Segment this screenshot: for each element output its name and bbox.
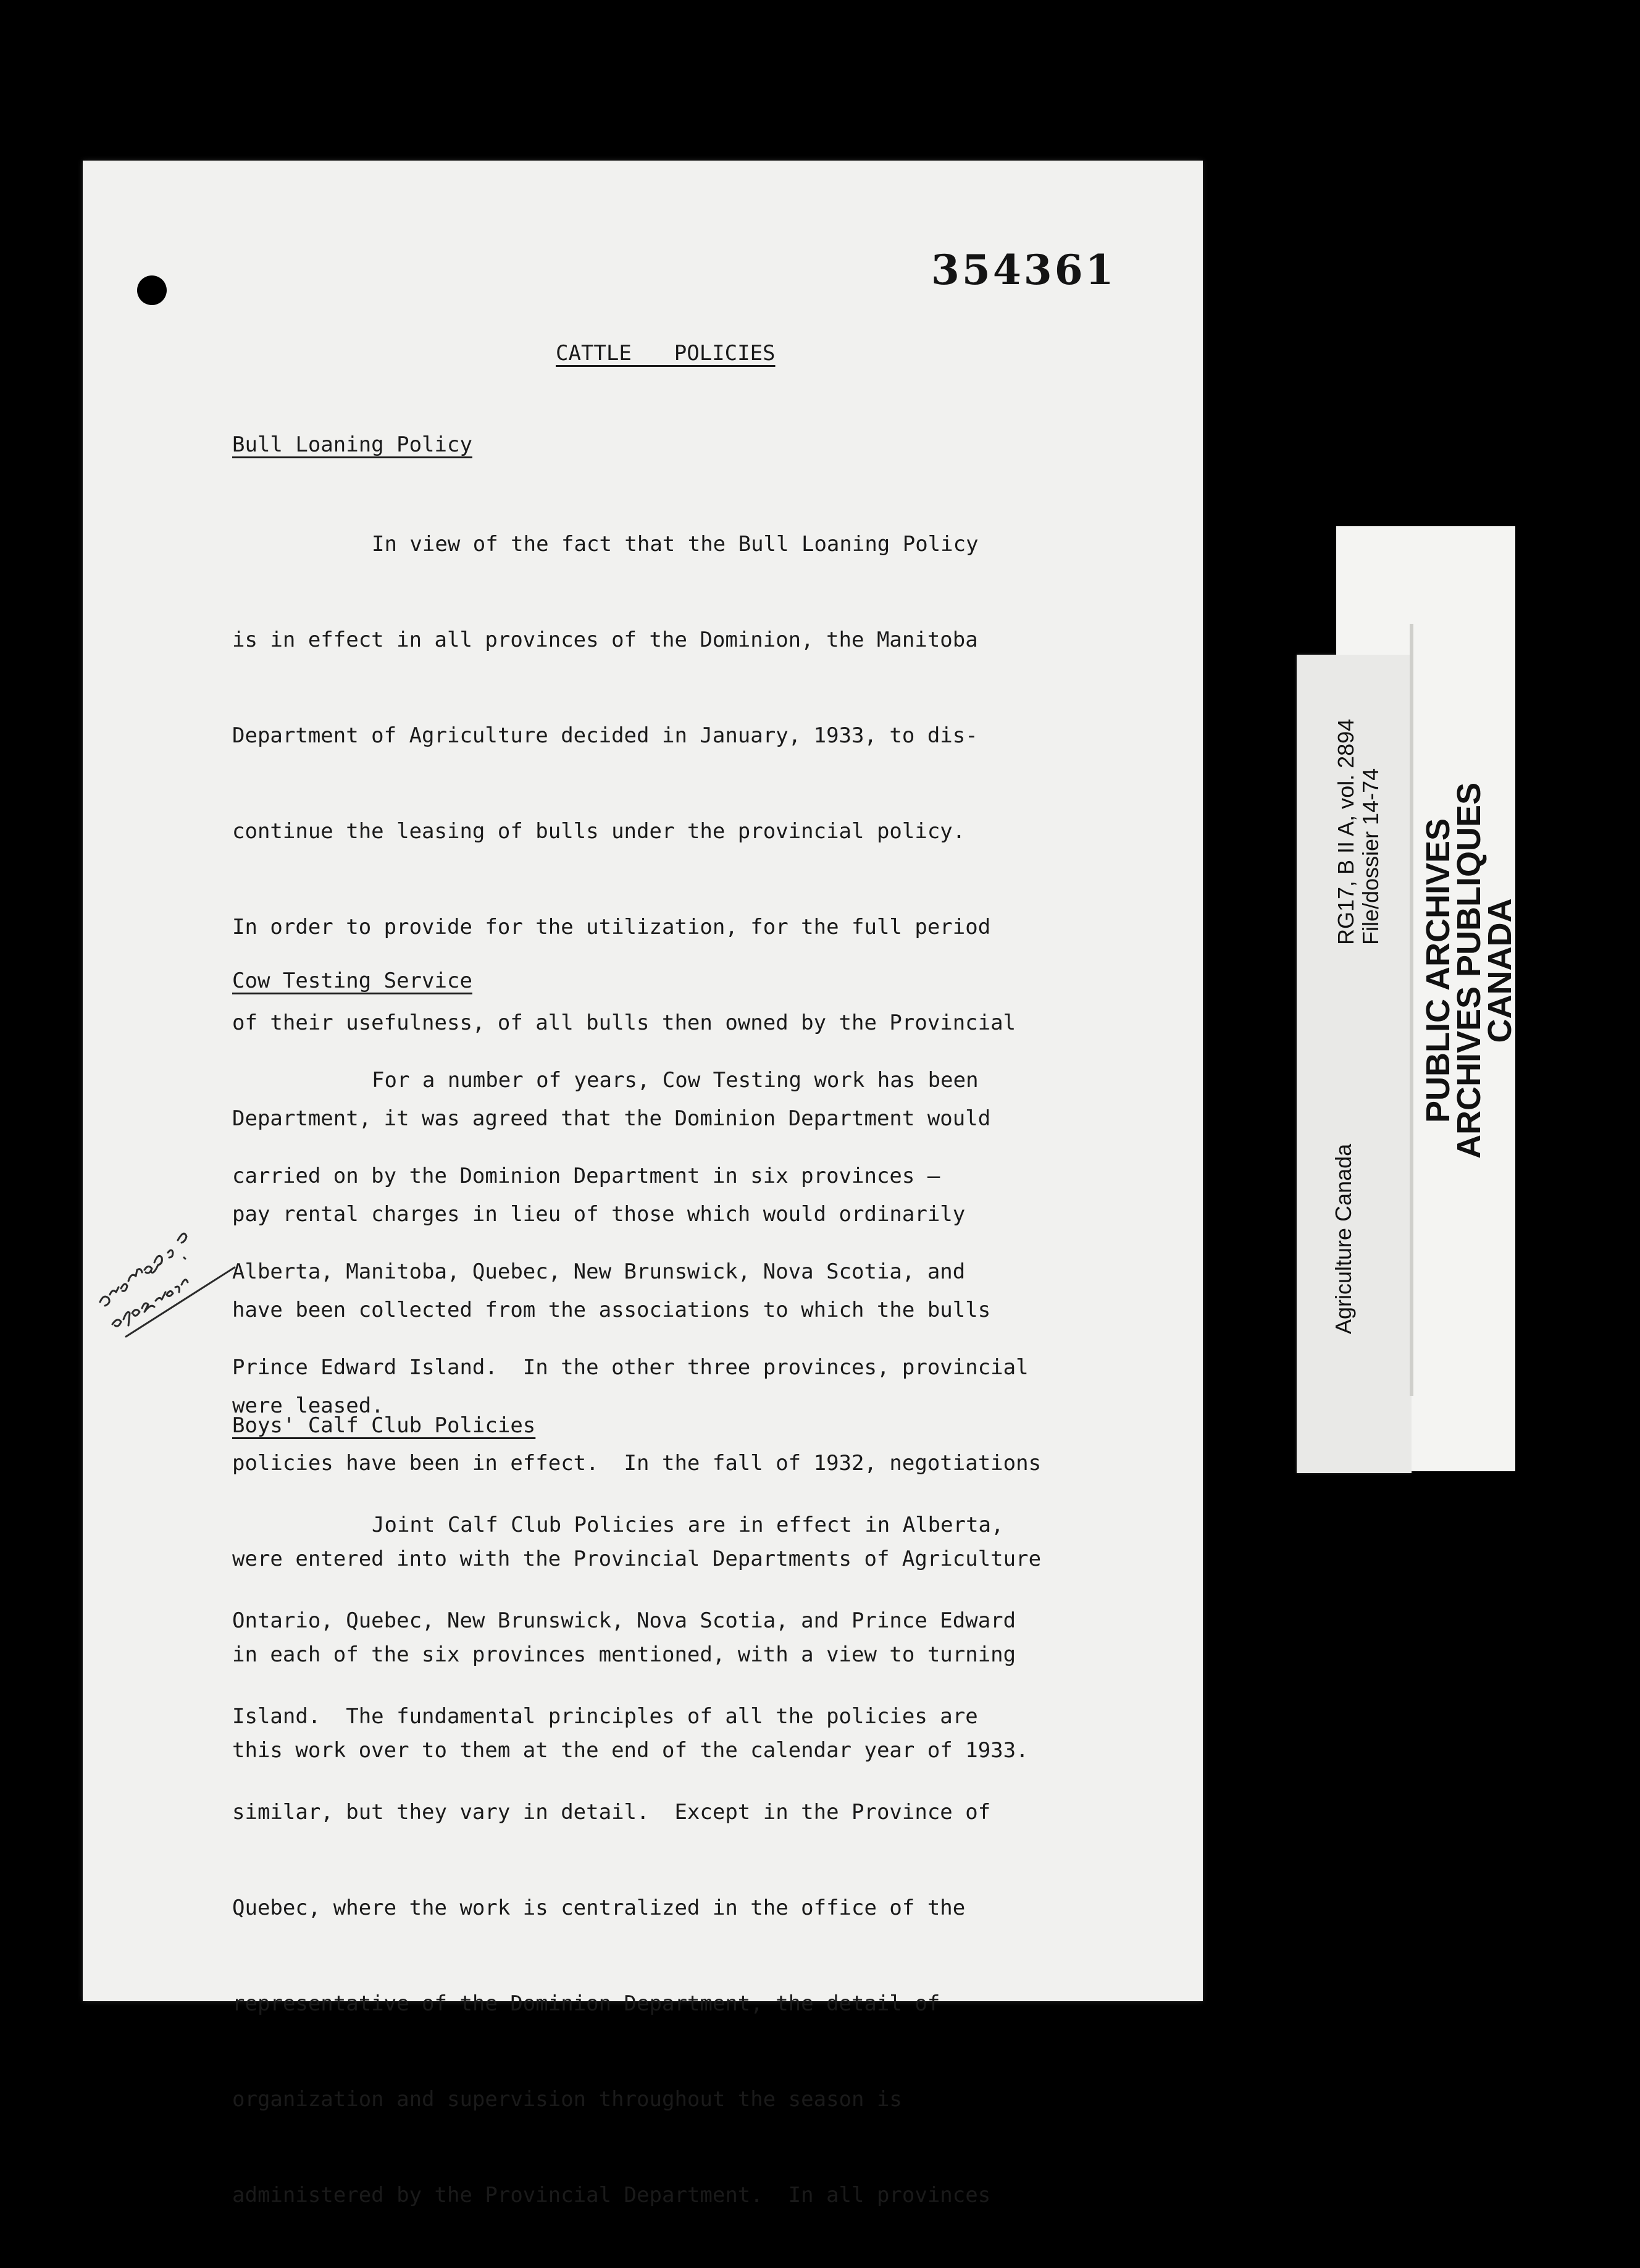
body-line: administered by the Provincial Department. In all provinces [232,2183,991,2207]
label-institution-line3: CANADA [1481,898,1518,1043]
body-line: have been collected from the associations to which the bulls [232,1298,991,1322]
body-line: Department of Agriculture decided in January, 1933, to dis- [232,723,978,748]
document-title: CATTLE POLICIES [556,341,776,366]
body-line: Island. The fundamental principles of all the policies are [232,1704,978,1729]
section-heading-cow-testing: Cow Testing Service [232,968,472,993]
body-line: In order to provide for the utilization, for the full period [232,915,991,939]
body-line: were entered into with the Provincial Departments of Agriculture [232,1547,1042,1571]
section-heading-bull-loaning: Bull Loaning Policy [232,432,472,457]
handwritten-margin-note [91,1198,233,1340]
body-line: were leased. [232,1393,384,1418]
body-line: organization and supervision throughout the season is [232,2087,902,2112]
label-institution-line1: PUBLIC ARCHIVES [1420,818,1457,1123]
section-body-calf-club [232,1453,1016,2268]
label-institution [1420,782,1518,1159]
label-reference-line1: RG17, B II A, vol. 2894 [1333,718,1358,945]
body-line: is in effect in all provinces of the Dominion, the Manitoba [232,628,978,652]
body-line: carried on by the Dominion Department in six provinces — [232,1164,940,1188]
body-line: continue the leasing of bulls under the provincial policy. [232,819,966,844]
label-reference-line2: File/dossier 14-74 [1358,768,1383,945]
body-line: Quebec, where the work is centralized in the office of the [232,1896,966,1920]
label-institution-line2: ARCHIVES PUBLIQUES [1450,782,1487,1159]
body-line: similar, but they vary in detail. Except in the Province of [232,1800,991,1825]
label-department: Agriculture Canada [1331,1143,1356,1334]
body-line: In view of the fact that the Bull Loaning Policy [372,532,979,556]
punch-hole [137,275,167,305]
archive-label-edge [1410,624,1413,1396]
body-line: Department, it was agreed that the Dominion Department would [232,1106,991,1131]
document-number-stamp: 354361 [931,246,1116,294]
label-reference [1334,719,1383,945]
body-line: of their usefulness, of all bulls then owned by the Provincial [232,1010,1016,1035]
body-line: policies have been in effect. In the fall of 1932, negotiations [232,1451,1042,1476]
body-line: Prince Edward Island. In the other three provinces, provincial [232,1355,1029,1380]
body-line: Joint Calf Club Policies are in effect in Alberta, [372,1513,1004,1537]
body-line: pay rental charges in lieu of those which would ordinarily [232,1202,966,1227]
body-line: representative of the Dominion Department, the detail of [232,1991,940,2016]
body-line: Alberta, Manitoba, Quebec, New Brunswick, Nova Scotia, and [232,1259,966,1284]
section-heading-calf-club: Boys' Calf Club Policies [232,1413,536,1438]
body-line: in each of the six provinces mentioned, with a view to turning [232,1642,1016,1667]
body-line: this work over to them at the end of the calendar year of 1933. [232,1738,1029,1763]
body-line: Ontario, Quebec, New Brunswick, Nova Scotia, and Prince Edward [232,1608,1016,1633]
body-line: For a number of years, Cow Testing work has been [372,1068,979,1093]
